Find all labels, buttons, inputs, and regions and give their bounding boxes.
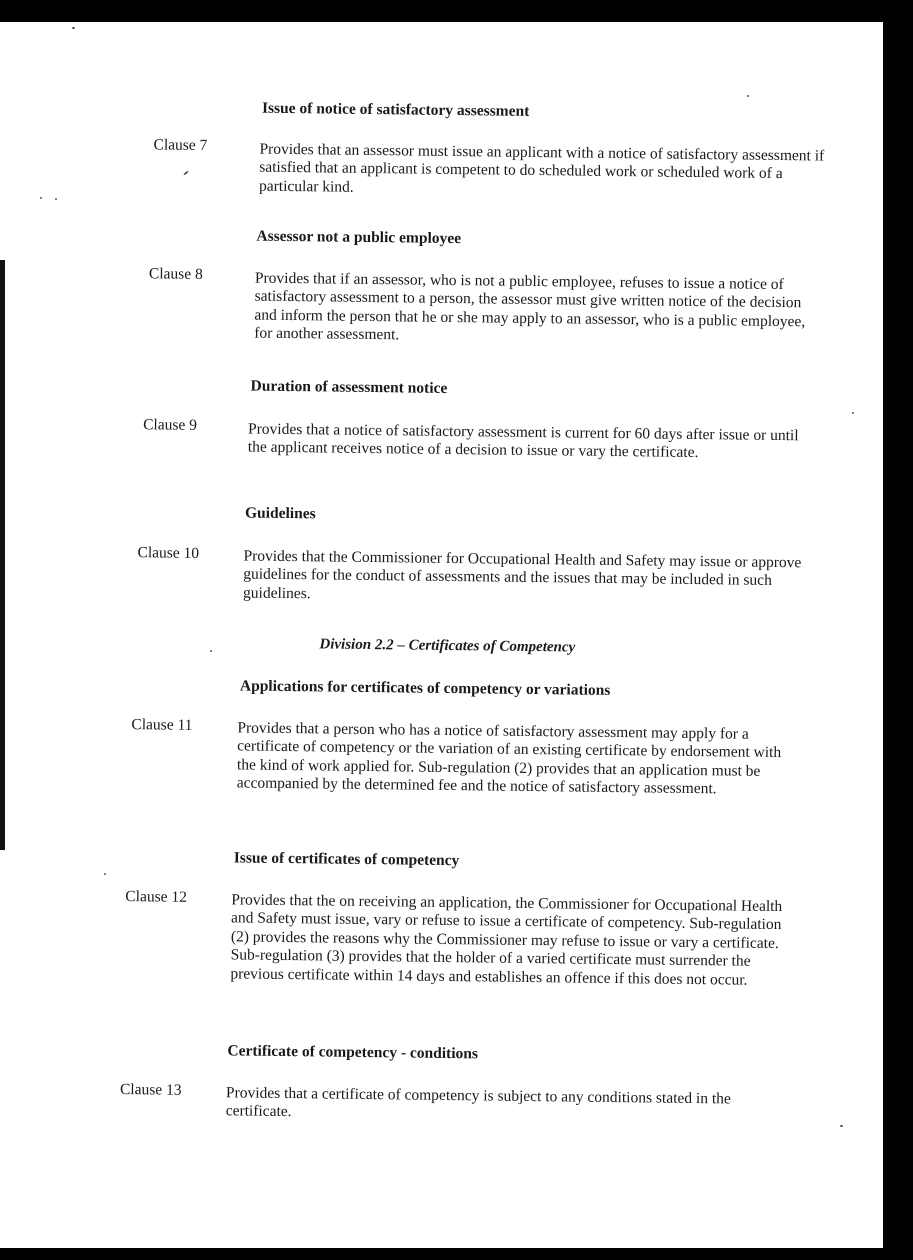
section-heading: Certificate of competency - conditions — [227, 1042, 479, 1063]
scan-speck — [210, 650, 212, 652]
scan-speck — [852, 412, 854, 414]
clause-text: Provides that a certificate of competency is subject to any conditions stated in the certificate. — [225, 1084, 731, 1121]
scan-speck — [840, 1125, 843, 1127]
clause-label: Clause 8 — [148, 265, 203, 283]
clause-text: Provides that a notice of satisfactory assessment is current for 60 days after issue or until the applicant receives notice of a decision to issue or vary the certificate. — [247, 420, 799, 462]
clause-label: Clause 10 — [137, 544, 200, 562]
section-heading: Guidelines — [244, 504, 316, 523]
section-heading: Assessor not a public employee — [256, 227, 462, 248]
scan-speck — [72, 27, 75, 29]
clause-text: Provides that the Commissioner for Occupational Health and Safety may issue or approve guidelines for the conduct of assessments and the issues that may be included in such guidelines. — [242, 547, 802, 603]
scan-speck — [40, 197, 42, 199]
section-heading: Issue of certificates of competency — [233, 849, 460, 870]
scan-speck — [104, 873, 106, 875]
clause-label: Clause 9 — [143, 416, 198, 434]
division-title: Division 2.2 – Certificates of Competency — [319, 636, 576, 656]
clause-label: Clause 7 — [153, 136, 208, 155]
clause-text: Provides that a person who has a notice of satisfactory assessment may apply for a certificate of competency or the variation of an existing certificate by endorsement with the kind of work applied for. Sub-regulation (2) provides that an application must be accompanied by the determined fee and the notice of satisfactory assessment. — [236, 719, 782, 798]
scan-speck — [747, 95, 749, 97]
scan-speck — [55, 198, 57, 200]
clause-label: Clause 11 — [131, 716, 193, 734]
section-heading: Applications for certificates of competency or variations — [239, 677, 611, 699]
clause-label: Clause 13 — [119, 1081, 182, 1099]
clause-text: Provides that if an assessor, who is not a public employee, refuses to issue a notice of satisfactory assessment to a person, the assessor must give written notice of the decision and inform the person that he or she may apply to an assessor, who is a public employee, for another assessment. — [254, 269, 806, 344]
section-heading: Issue of notice of satisfactory assessment — [261, 99, 530, 120]
clause-text: Provides that the on receiving an application, the Commissioner for Occupational Health and Safety must issue, vary or refuse to issue a certificate of competency. Sub-regulation (2) provides the reasons why the Commissioner may refuse to issue or vary a certificate. Sub-regulation (3) provides that the holder of a varied certificate must surrender the previous certificate within 14 days and establishes an offence if this does not occur. — [230, 891, 783, 989]
clause-text: Provides that an assessor must issue an applicant with a notice of satisfactory assessment if satisfied that an applicant is competent to do scheduled work or scheduled work of a particular kind. — [258, 140, 825, 196]
clause-label: Clause 12 — [125, 888, 188, 906]
section-heading: Duration of assessment notice — [250, 377, 448, 397]
